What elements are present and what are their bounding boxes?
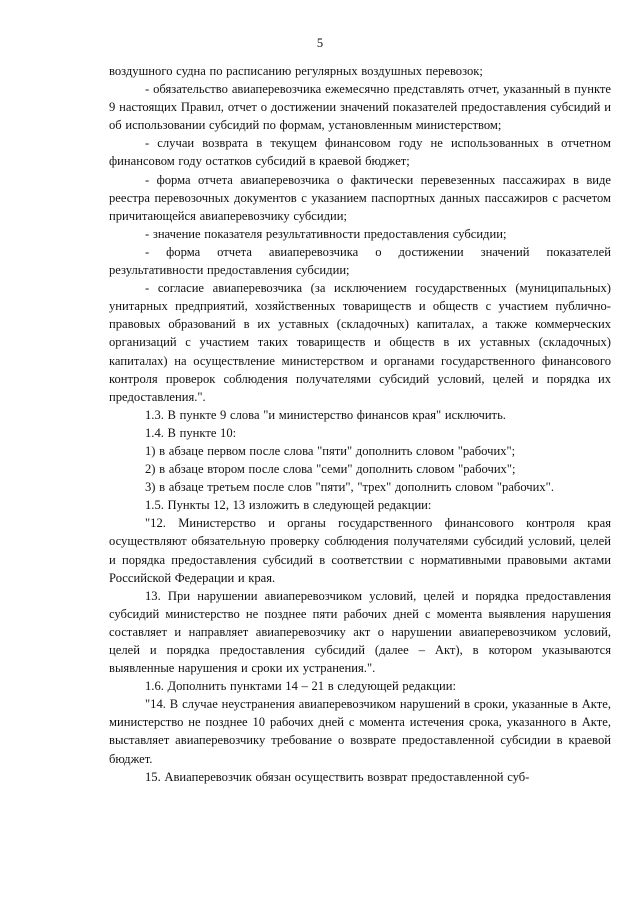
document-paragraph: 1.3. В пункте 9 слова "и министерство финансов края" исключить. [145,407,506,422]
document-paragraph: - значение показателя результативности предоставления субсидии; [145,226,507,241]
document-paragraph: - случаи возврата в текущем финансовом году не использованных в отчетном финансовом году остатков субсидий в краевой бюджет; [109,136,611,169]
document-paragraph: "12. Министерство и органы государственного финансового контроля края осуществляют обязательную проверку соблюдения получателями субсидий условий, целей и порядка предоставления субсидий в соответствии с нормативными правовыми актами Российской Федерации и края. [109,516,611,585]
document-paragraph: - форма отчета авиаперевозчика о достижении значений показателей результативности предоставления субсидии; [109,244,611,278]
document-paragraph: 1.6. Дополнить пунктами 14 – 21 в следующей редакции: [145,679,456,694]
document-paragraph: 3) в абзаце третьем после слов "пяти", "трех" дополнить словом "рабочих". [145,480,554,495]
document-paragraph: 15. Авиаперевозчик обязан осуществить возврат предоставленной суб- [145,769,530,784]
document-paragraph: 1) в абзаце первом после слова "пяти" дополнить словом "рабочих"; [145,443,516,458]
document-paragraph: 1.4. В пункте 10: [145,425,237,440]
document-paragraph: 13. При нарушении авиаперевозчиком условий, целей и порядка предоставления субсидий министерство не позднее пяти рабочих дней с момента выявления нарушения составляет и направляет авиаперевозчику акт о нарушении авиаперевозчиком условий, целей и порядка предоставления субсидий (далее – Акт), в котором указываются выявленные нарушения и сроки их устранения.". [109,588,611,676]
document-paragraph: "14. В случае неустранения авиаперевозчиком нарушений в сроки, указанные в Акте, министерство не позднее 10 рабочих дней с момента истечения срока, указанного в Акте, выставляет авиаперевозчику требование о возврате предоставленной субсидии в краевой бюджет. [109,697,611,766]
document-paragraph: 2) в абзаце втором после слова "семи" дополнить словом "рабочих"; [145,462,516,477]
document-paragraph: - форма отчета авиаперевозчика о фактически перевезенных пассажирах в виде реестра перевозочных документов с указанием паспортных данных пассажиров с расчетом причитающейся авиаперевозчику субсидии; [109,172,611,223]
document-paragraph: воздушного судна по расписанию регулярных воздушных перевозок; [109,64,483,78]
document-paragraph: - обязательство авиаперевозчика ежемесячно представлять отчет, указанный в пункте 9 настоящих Правил, отчет о достижении значений показателей предоставления субсидий и об использовании субсидий по формам, установленным министерством; [109,82,611,133]
document-body [109,62,611,786]
page-number: 5 [316,36,324,50]
document-paragraph: 1.5. Пункты 12, 13 изложить в следующей редакции: [145,498,432,513]
document-paragraph: - согласие авиаперевозчика (за исключением государственных (муниципальных) унитарных предприятий, хозяйственных товариществ и обществ с участием публично-правовых образований в их уставных (складочных) капиталах, а также коммерческих организаций с участием таких товариществ и обществ в их уставных (складочных) капиталах) на осуществление министерством и органами государственного финансового контроля проверок соблюдения получателями субсидий условий, целей и порядка их предоставления.". [109,281,611,404]
